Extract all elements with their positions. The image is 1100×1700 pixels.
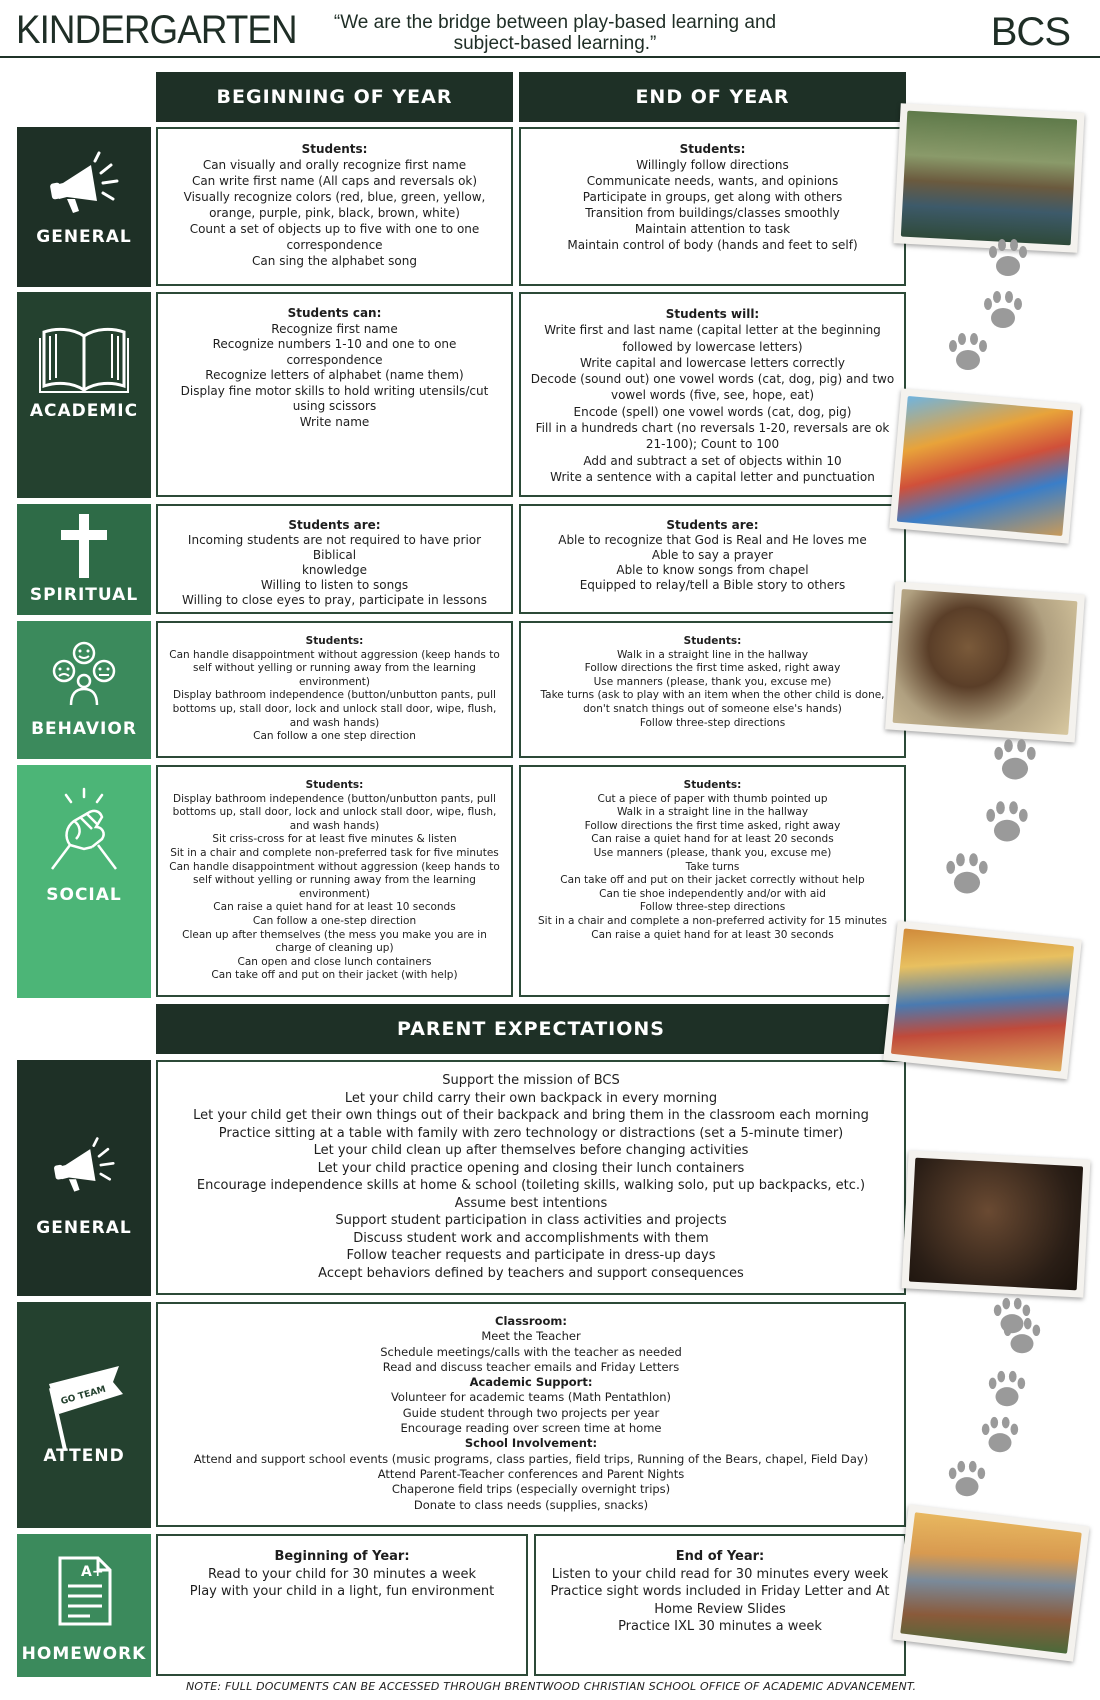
parent-attend-box [156, 1302, 906, 1527]
footer-note: NOTE: FULL DOCUMENTS CAN BE ACCESSED THROUGH BRENTWOOD CHRISTIAN SCHOOL OFFICE OF ACADEMIC ADVANCEMENT. [186, 1680, 917, 1693]
category-social [17, 765, 151, 998]
box-heading: Beginning of Year: [274, 1549, 410, 1564]
box-text: Volunteer for academic teams (Math Pentathlon) Guide student through two projects per year Encourage reading over screen time at home [390, 1390, 672, 1436]
column-header-end: END OF YEAR [519, 72, 906, 122]
parent-category-homework [17, 1534, 151, 1677]
category-label: GENERAL [36, 227, 132, 247]
category-label: HOMEWORK [21, 1644, 147, 1664]
box-text: Attend and support school events (music programs, class parties, field trips, Running of the Bears, chapel, Field Day) Attend Parent-Teacher conferences and Parent Nights Chaperone field trips (especially overnight trips) Donate to class needs (supplies, snacks) [193, 1451, 869, 1512]
pennant-icon [17, 1352, 151, 1452]
box-text: Can handle disappointment without aggression (keep hands to self without yelling or running away from the learning environment) Display bathroom independence (button/unbutton pants, pull bottoms up, stall door, lock and unlock stall door, wipe, flush, and wash hands) Can follow a one step direction [169, 648, 500, 743]
emotions-icon [17, 641, 151, 707]
box-heading: Students: [679, 142, 746, 156]
page-header [0, 0, 1100, 58]
pennant-text: GO TEAM [59, 1384, 108, 1408]
box-heading: Students will: [665, 307, 760, 321]
box-heading: Classroom: [495, 1314, 567, 1328]
cross-icon [17, 514, 151, 578]
box-text: Cut a piece of paper with thumb pointed up Walk in a straight line in the hallway Follow directions the first time asked, right away Can raise a quiet hand for at least 20 seconds Use manners (please, thank you, excuse me) Take turns Can take off and put on their jacket correctly without help Can tie shoe independently and/or with aid Follow three-step directions Sit in a chair and complete a non-preferred activity for 15 minutes Can raise a quiet hand for at least 30 seconds [538, 792, 887, 941]
paw-print-icon [978, 1414, 1022, 1458]
category-behavior [17, 621, 151, 759]
box-heading: End of Year: [675, 1549, 765, 1564]
homework-beginning-box [156, 1534, 528, 1676]
megaphone-icon [17, 149, 151, 219]
category-label: GENERAL [36, 1218, 132, 1238]
paw-print-icon [985, 1368, 1029, 1412]
paw-print-icon [982, 798, 1032, 848]
general-beginning-box [156, 127, 513, 286]
parent-expectations-header: PARENT EXPECTATIONS [156, 1004, 906, 1054]
classroom-photo [883, 921, 1082, 1080]
category-label: ATTEND [43, 1446, 125, 1466]
box-text: Recognize first name Recognize numbers 1-10 and one to one correspondence Recognize letters of alphabet (name them) Display fine motor skills to hold writing utensils/cut using scissors Write name [180, 321, 489, 429]
paw-print-icon [945, 330, 991, 376]
playground-photo [889, 388, 1081, 543]
box-text: Able to recognize that God is Real and He loves me Able to say a prayer Able to know songs from chapel Equipped to relay/tell a Bible story to others [558, 533, 867, 592]
spiritual-end-box [519, 504, 906, 614]
paw-print-icon [980, 288, 1026, 334]
category-label: SPIRITUAL [29, 585, 139, 605]
box-text: Listen to your child read for 30 minutes every week Practice sight words included in Friday Letter and At Home Review Slides Practice IXL 30 minutes a week [550, 1566, 890, 1634]
box-text: Write first and last name (capital letter at the beginning followed by lowercase letters) Write capital and lowercase letters correctly Decode (sound out) one vowel words (cat, dog, pig) and two vowel words (five, see, hope, eat) Encode (spell) one vowel words (cat, dog, pig) Fill in a hundreds chart (no reversals 1-20, reversals are ok 21-100); Count to 100 Add and subtract a set of objects within 10 Write a sentence with a capital letter and punctuation [530, 323, 895, 484]
box-heading: Students can: [287, 306, 382, 320]
social-beginning-box [156, 765, 513, 997]
category-academic [17, 292, 151, 498]
social-end-box [519, 765, 906, 997]
grade-text: A+ [81, 1564, 104, 1580]
box-text: Willingly follow directions Communicate needs, wants, and opinions Participate in groups, get along with others Transition from buildings/classes smoothly Maintain attention to task Maintain control of body (hands and feet to self) [567, 158, 858, 252]
category-label: BEHAVIOR [31, 719, 137, 739]
category-label: SOCIAL [46, 885, 122, 905]
box-heading: Students: [305, 779, 364, 791]
box-text: Support the mission of BCS Let your child carry their own backpack in every morning Let your child get their own things out of their backpack and bring them in the classroom each morning Practice sitting at a table with family with zero technology or distractions (set a 5-minute timer) Let your child clean up after themselves before changing activities Let your child practice opening and closing their lunch containers Encourage independence skills at home & school (toileting skills, walking solo, put up backpacks, etc.) Assume best intentions Support student participation in class activities and projects Discuss student work and accomplishments with them Follow teacher requests and participate in dress-up days Accept behaviors defined by teachers and support consequences [193, 1073, 869, 1281]
box-heading: Students: [301, 142, 368, 156]
academic-beginning-box [156, 292, 513, 497]
parent-general-box [156, 1060, 906, 1295]
box-text: Incoming students are not required to have prior Biblical knowledge Willing to listen to songs Willing to close eyes to pray, participate in lessons [182, 533, 487, 607]
box-text: Display bathroom independence (button/unbutton pants, pull bottoms up, stall door, lock and unlock stall door, wipe, flush, and wash hands) Sit criss-cross for at least five minutes & listen Sit in a chair and complete non-preferred task for five minutes Can handle disappointment without aggression (keep hands to self without yelling or running away from the learning environment) Can raise a quiet hand for at least 10 seconds Can follow a one-step direction Clean up after themselves (the mess you make you are in charge of cleaning up) Can open and close lunch containers Can take off and put on their jacket (with help) [169, 792, 500, 982]
paw-print-icon [990, 736, 1040, 786]
bear-on-bridge-photo [893, 103, 1084, 252]
behavior-end-box [519, 621, 906, 758]
page-title: KINDERGARTEN [16, 8, 297, 52]
category-label: ACADEMIC [29, 401, 139, 421]
kids-city-photo [892, 1504, 1089, 1661]
behavior-beginning-box [156, 621, 513, 758]
academic-end-box [519, 292, 906, 497]
box-text: Walk in a straight line in the hallway Follow directions the first time asked, right away Use manners (please, thank you, excuse me) Take turns (ask to play with an item when the other child is done, don't snatch things out of someone else's hands) Follow three-step directions [540, 648, 885, 729]
header-quote: “We are the bridge between play-based learning and subject-based learning.” [333, 12, 777, 54]
box-heading: Students: [683, 779, 742, 791]
box-heading: Academic Support: [469, 1375, 593, 1390]
bear-basketball-photo [885, 582, 1085, 743]
box-heading: Students are: [666, 518, 759, 532]
box-heading: Students: [305, 635, 364, 647]
box-heading: School Involvement: [464, 1436, 598, 1451]
megaphone-icon [17, 1135, 151, 1197]
paw-print-icon [942, 850, 992, 900]
paw-print-icon [985, 236, 1031, 282]
open-book-icon [17, 322, 151, 394]
category-general [17, 127, 151, 287]
box-text: Read to your child for 30 minutes a week Play with your child in a light, fun environment [189, 1566, 495, 1599]
box-heading: Students: [683, 635, 742, 647]
column-header-beginning: BEGINNING OF YEAR [156, 72, 513, 122]
handshake-icon [17, 787, 151, 873]
graded-paper-icon [17, 1554, 151, 1626]
box-heading: Students are: [288, 518, 381, 532]
paw-print-icon [1000, 1315, 1044, 1359]
parent-category-attend [17, 1302, 151, 1528]
bear-reading-photo [902, 1150, 1091, 1297]
box-text: Can visually and orally recognize first name Can write first name (All caps and reversals ok) Visually recognize colors (red, blue, green, yellow, orange, purple, pink, black, brown, white) Count a set of objects up to five with one to one correspondence Can sing the alphabet song [183, 158, 486, 268]
parent-category-general [17, 1060, 151, 1296]
paw-print-icon [945, 1458, 989, 1502]
category-spiritual [17, 504, 151, 615]
homework-end-box [534, 1534, 906, 1676]
box-text: Meet the Teacher Schedule meetings/calls with the teacher as needed Read and discuss teacher emails and Friday Letters [380, 1329, 682, 1374]
general-end-box [519, 127, 906, 286]
spiritual-beginning-box [156, 504, 513, 614]
school-logo-text: BCS [990, 10, 1070, 54]
